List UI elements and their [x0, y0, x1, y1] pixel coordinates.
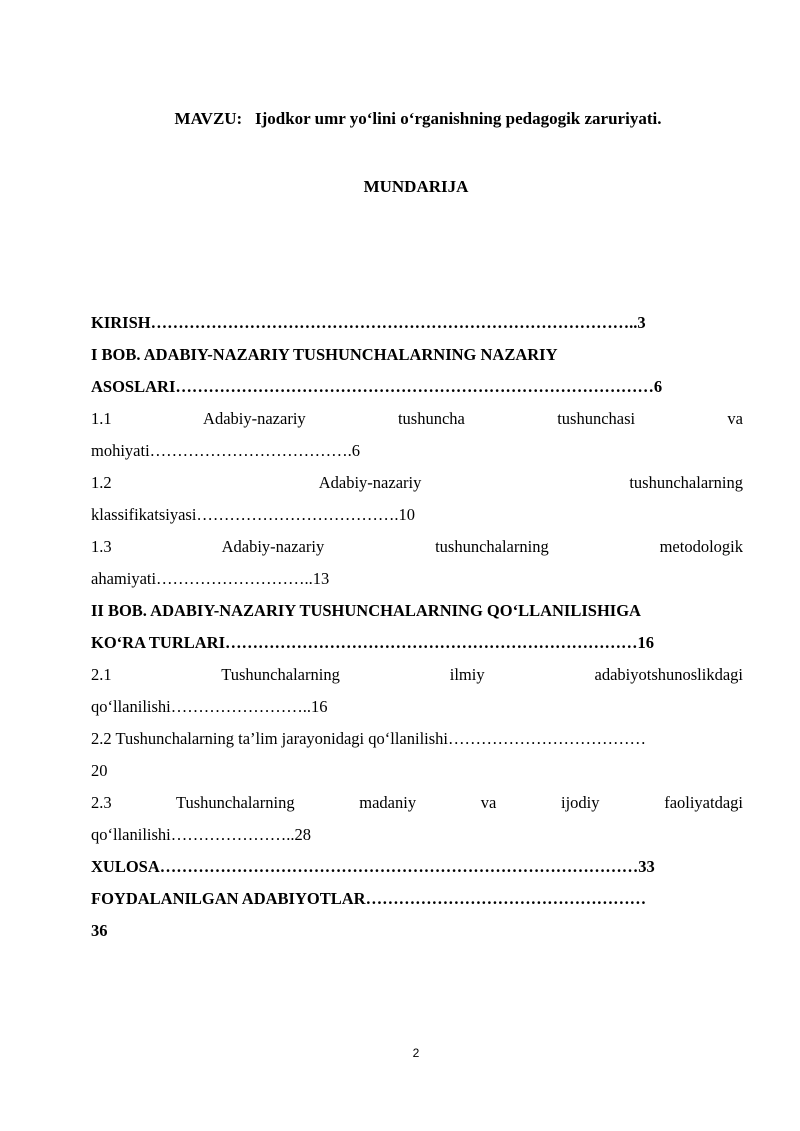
toc-entry-chapter-2-line-1: II BOB. ADABIY-NAZARIY TUSHUNCHALARNING QO‘LLANILISHIGA: [91, 601, 641, 620]
toc-entry-section-1-2: [91, 467, 743, 531]
table-of-contents: [91, 307, 743, 947]
toc-entry-xulosa-text: XULOSA……………………………………………………………………………33: [91, 857, 655, 876]
toc-entry-chapter-1: [91, 339, 743, 403]
toc-entry-section-1-2-line-2: klassifikatsiyasi……………………………….10: [91, 505, 416, 524]
toc-entry-section-2-1: [91, 659, 743, 723]
toc-entry-xulosa: [91, 851, 743, 883]
toc-entry-chapter-1-line-1: I BOB. ADABIY-NAZARIY TUSHUNCHALARNING NAZARIY: [91, 345, 558, 364]
page-number: 2: [412, 1046, 420, 1060]
toc-entry-kirish: [91, 307, 743, 339]
toc-entry-section-2-1-line-2: qo‘llanilishi……………………..16: [91, 697, 328, 716]
toc-entry-section-1-1-line-1: 1.1 Adabiy-nazariy tushuncha tushunchasi va: [91, 409, 743, 428]
toc-entry-section-1-3-line-1: 1.3 Adabiy-nazariy tushunchalarning metodologik: [91, 537, 743, 556]
toc-entry-section-2-2: [91, 723, 743, 787]
toc-entry-chapter-2-line-2: KO‘RA TURLARI…………………………………………………………………16: [91, 633, 655, 652]
contents-heading: MUNDARIJA: [363, 177, 469, 196]
toc-entry-references-line-2: 36: [91, 921, 108, 940]
toc-entry-section-1-2-line-1: 1.2 Adabiy-nazariy tushunchalarning: [91, 473, 743, 492]
toc-entry-section-1-3-line-2: ahamiyati………………………..13: [91, 569, 330, 588]
toc-entry-section-2-2-line-2: 20: [91, 761, 108, 780]
toc-entry-section-2-3: [91, 787, 743, 851]
toc-entry-section-2-3-line-1: 2.3 Tushunchalarning madaniy va ijodiy faoliyatdagi: [91, 793, 743, 812]
toc-entry-kirish-text: KIRISH……………………………………………………………………………..3: [91, 313, 646, 332]
toc-entry-section-2-1-line-1: 2.1 Tushunchalarning ilmiy adabiyotshunoslikdagi: [91, 665, 743, 684]
toc-entry-section-2-2-line-1: 2.2 Tushunchalarning ta’lim jarayonidagi qo‘llanilishi………………………………: [91, 729, 646, 748]
document-topic: MAVZU: Ijodkor umr yo‘lini o‘rganishning pedagogik zaruriyati.: [174, 109, 662, 128]
toc-entry-section-1-1: [91, 403, 743, 467]
toc-entry-references-line-1: FOYDALANILGAN ADABIYOTLAR……………………………………………: [91, 889, 647, 908]
toc-entry-references: [91, 883, 743, 947]
toc-entry-section-1-1-line-2: mohiyati……………………………….6: [91, 441, 361, 460]
toc-entry-section-1-3: [91, 531, 743, 595]
toc-entry-chapter-1-line-2: ASOSLARI……………………………………………………………………………6: [91, 377, 663, 396]
toc-entry-section-2-3-line-2: qo‘llanilishi…………………..28: [91, 825, 311, 844]
toc-entry-chapter-2: [91, 595, 743, 659]
